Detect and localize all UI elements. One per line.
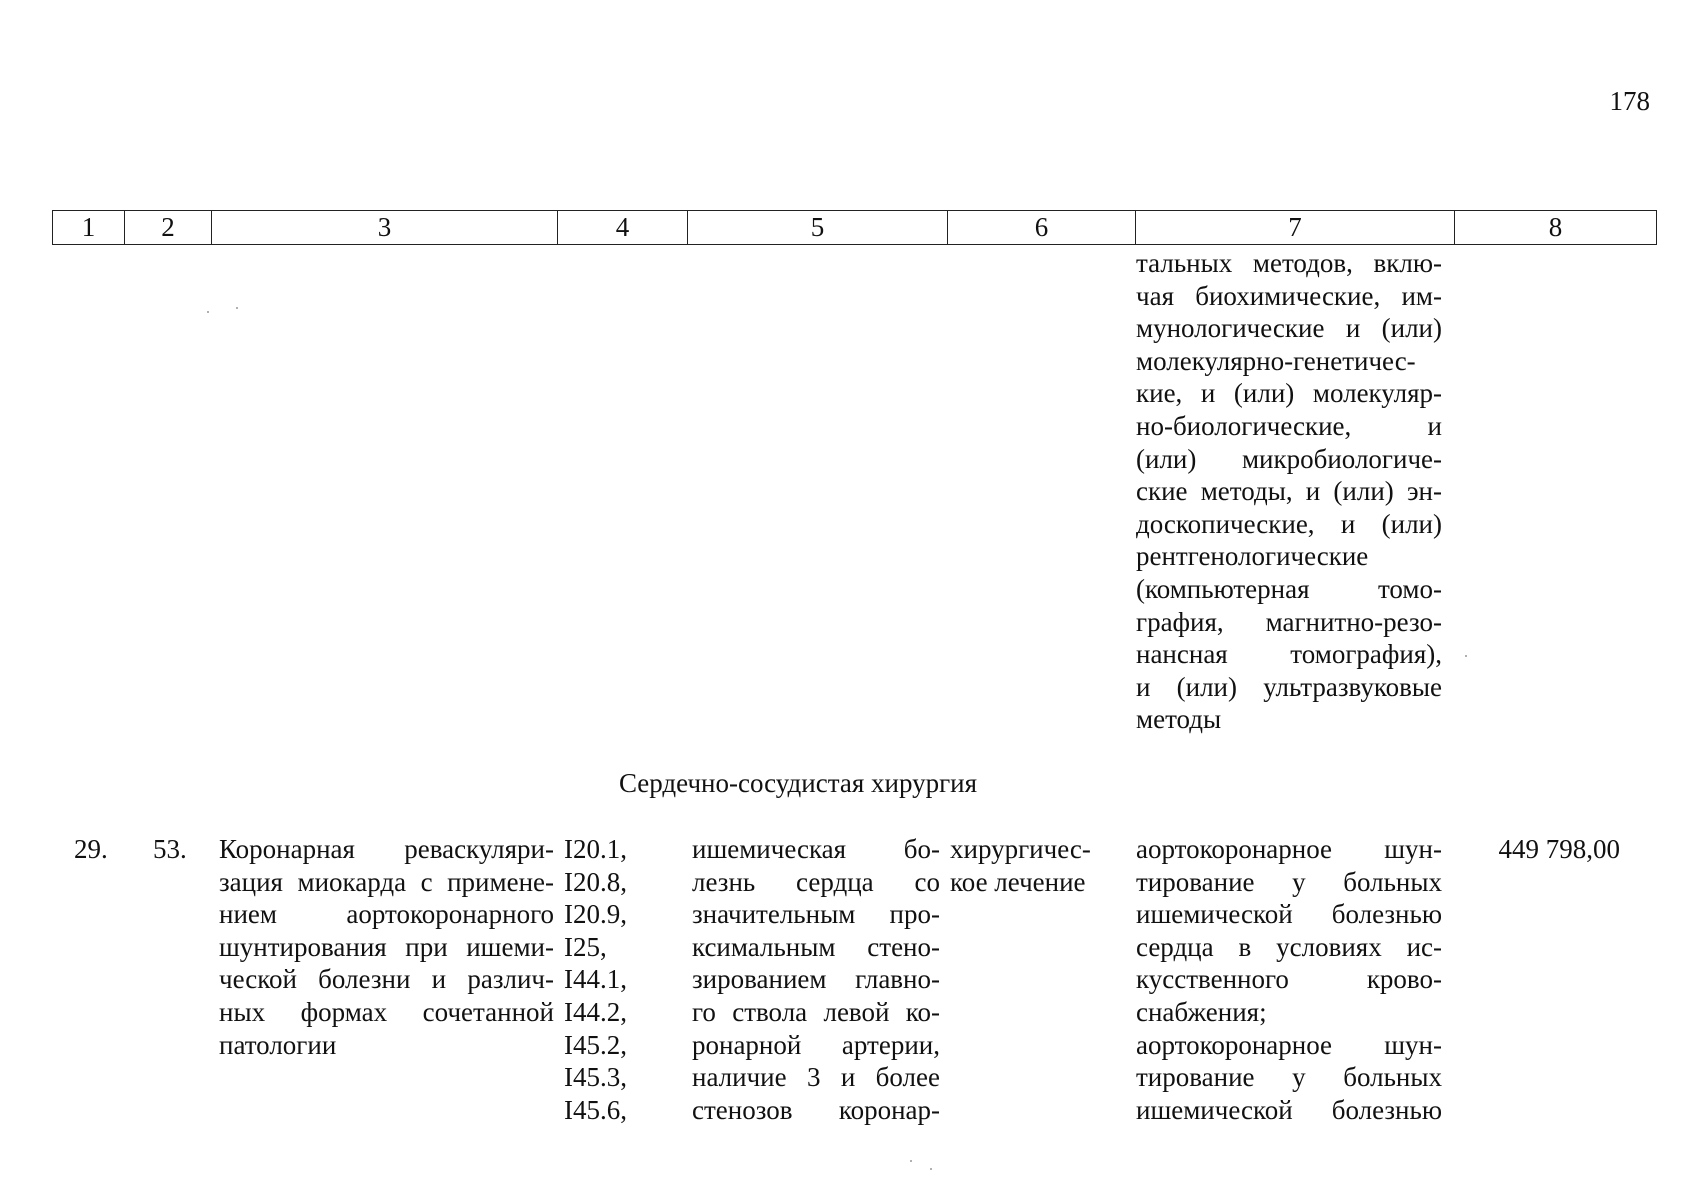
header-cell-3: 3 xyxy=(212,211,558,245)
text-line: го ствола левой ко- xyxy=(692,996,940,1027)
text-line: ишемической болезнью xyxy=(1136,1094,1442,1125)
icd-code: I20.9, xyxy=(564,899,627,930)
scan-speck xyxy=(1465,655,1467,657)
treatment-method xyxy=(1136,833,1442,1126)
text-line: кое лечение xyxy=(950,866,1086,897)
text-line: снабжения; xyxy=(1136,996,1267,1027)
icd-code: I44.2, xyxy=(564,996,627,1027)
text-line: тирование у больных xyxy=(1136,1062,1442,1093)
icd-code: I45.6, xyxy=(564,1094,627,1125)
text-line: патологии xyxy=(219,1029,337,1060)
text-line: кие, и (или) молекуляр- xyxy=(1136,378,1442,409)
text-line: тирование у больных xyxy=(1136,866,1442,897)
text-line: нансная томография), xyxy=(1136,639,1442,670)
text-line: методы xyxy=(1136,704,1222,735)
text-line: ксимальным стено- xyxy=(692,931,940,962)
section-title xyxy=(0,768,1696,799)
icd-code: I25, xyxy=(564,931,607,962)
text-line: значительным про- xyxy=(692,899,940,930)
text-line: графия, магнитно-резо- xyxy=(1136,606,1442,637)
text-line: ческой болезни и различ- xyxy=(219,964,554,995)
text-line: аортокоронарное шун- xyxy=(1136,1029,1442,1060)
continuation-col7-text xyxy=(1136,247,1442,736)
page-number: 178 xyxy=(1609,86,1650,116)
text-line: стенозов коронар- xyxy=(692,1094,940,1125)
patient-model xyxy=(692,833,940,1126)
icd-code: I20.1, xyxy=(564,834,627,864)
scan-speck xyxy=(910,1160,912,1162)
header-cell-2: 2 xyxy=(125,211,212,245)
treatment-type xyxy=(950,833,1130,898)
header-cell-6: 6 xyxy=(948,211,1136,245)
text-line: наличие 3 и более xyxy=(692,1062,940,1093)
icd-codes xyxy=(564,833,664,1126)
header-cell-5: 5 xyxy=(688,211,948,245)
header-cell-1: 1 xyxy=(53,211,125,245)
text-line: Коронарная реваскуляри- xyxy=(219,834,554,864)
text-line: (компьютерная томо- xyxy=(1136,573,1442,604)
text-line: кусственного крово- xyxy=(1136,964,1442,995)
text-line: но-биологические, и xyxy=(1136,410,1442,441)
text-line: нием аортокоронарного xyxy=(219,899,554,930)
text-line: зированием главно- xyxy=(692,964,940,995)
icd-code: I45.3, xyxy=(564,1062,627,1093)
text-line: ишемическая бо- xyxy=(692,834,940,864)
section-title-text: Сердечно-сосудистая хирургия xyxy=(618,768,978,798)
text-line: рентгенологические xyxy=(1136,541,1369,572)
text-line: хирургичес- xyxy=(950,834,1091,864)
text-line: чая биохимические, им- xyxy=(1136,280,1442,311)
text-line: лезнь сердца со xyxy=(692,866,940,897)
icd-code: I45.2, xyxy=(564,1029,627,1060)
row-number: 29. xyxy=(74,834,108,864)
care-profile-name xyxy=(219,833,554,1061)
text-line: аортокоронарное шун- xyxy=(1136,834,1442,864)
text-line: ных формах сочетанной xyxy=(219,996,554,1027)
text-line: доскопические, и (или) xyxy=(1136,508,1442,539)
text-line: зация миокарда с примене- xyxy=(219,866,554,897)
column-number-header xyxy=(52,210,1657,245)
method-number: 53. xyxy=(153,834,187,864)
text-line: ские методы, и (или) эн- xyxy=(1136,476,1442,507)
header-cell-4: 4 xyxy=(558,211,688,245)
text-line: ишемической болезнью xyxy=(1136,899,1442,930)
text-line: шунтирования при ишеми- xyxy=(219,931,554,962)
cost-value: 449 798,00 xyxy=(1498,834,1620,864)
text-line: (или) микробиологиче- xyxy=(1136,443,1442,474)
icd-code: I44.1, xyxy=(564,964,627,995)
scan-speck xyxy=(930,1168,932,1170)
header-cell-7: 7 xyxy=(1136,211,1455,245)
scan-speck xyxy=(236,307,238,309)
text-line: и (или) ультразвуковые xyxy=(1136,671,1442,702)
text-line: мунологические и (или) xyxy=(1136,313,1442,344)
text-line: молекулярно-генетичес- xyxy=(1136,345,1416,376)
text-line: тальных методов, вклю- xyxy=(1136,248,1442,278)
header-cell-8: 8 xyxy=(1455,211,1657,245)
scan-speck xyxy=(207,311,209,313)
icd-code: I20.8, xyxy=(564,866,627,897)
text-line: ронарной артерии, xyxy=(692,1029,940,1060)
text-line: сердца в условиях ис- xyxy=(1136,931,1442,962)
